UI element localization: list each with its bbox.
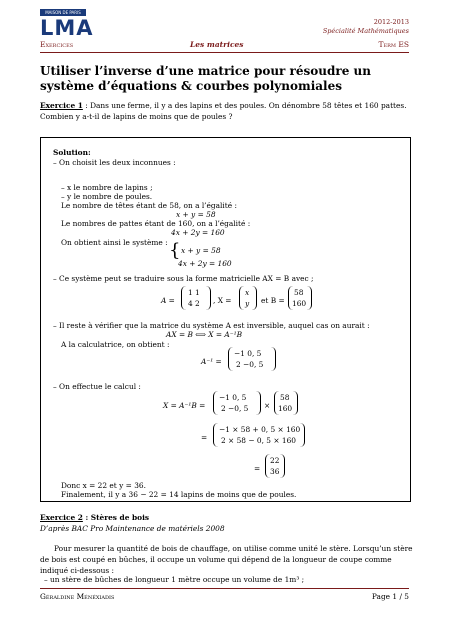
system-eq-1: x + y = 58	[181, 246, 221, 255]
exercise-2-source: D’après BAC Pro Maintenance de matériels 2008	[40, 524, 225, 533]
solution-line: – Il reste à vérifier que la matrice du système A est inversible, auquel cas on aurait :	[53, 321, 370, 330]
solution-line: A la calculatrice, on obtient :	[61, 340, 170, 349]
header-left: Exercices	[40, 40, 74, 49]
matrix-row: 2 × 58 − 0, 5 × 160	[221, 436, 296, 445]
matrix-row: −1 × 58 + 0, 5 × 160	[219, 425, 301, 434]
matrix-row: −1 0, 5	[219, 393, 247, 402]
matrix-x	[239, 286, 257, 310]
matrix-row: 36	[270, 467, 280, 476]
system-brace: {	[169, 240, 181, 261]
exercise-2-item: – un stère de bûches de longueur 1 mètre occupe un volume de 1m³ ;	[44, 575, 305, 584]
logo-banner: MAISON DE PARIS	[40, 9, 86, 16]
matrix-a	[181, 286, 211, 310]
equation: x + y = 58	[176, 210, 216, 219]
solution-box	[40, 137, 411, 502]
exercise-1-text: : Dans une ferme, il y a des lapins et des poules. On dénombre 58 têtes et 160 pattes. Combien y a-t-il de lapins de moins que de poules ?	[40, 101, 407, 121]
page-title: Utiliser l’inverse d’une matrice pour résoudre un système d’équations & courbes polynomiales	[40, 64, 371, 93]
page-number: Page 1 / 5	[371, 592, 409, 601]
school-year: 2012-2013	[373, 18, 409, 26]
matrix-row: 2 −0, 5	[236, 360, 264, 369]
equation: 4x + 2y = 160	[171, 228, 225, 237]
solution-line: – y le nombre de poules.	[61, 192, 153, 201]
matrix-a-label: A =	[161, 296, 175, 305]
matrix-x-label: , X =	[213, 296, 232, 305]
header-info	[323, 18, 409, 36]
equals-sign: =	[254, 464, 261, 473]
matrix-row: x	[245, 288, 250, 297]
solution-line: – On choisit les deux inconnues :	[53, 158, 176, 167]
footer-divider	[40, 588, 409, 589]
matrix-row: 160	[292, 299, 307, 308]
solution-line: – Ce système peut se traduire sous la forme matricielle AX = B avec ;	[53, 274, 314, 283]
calc-matrix	[213, 391, 261, 415]
matrix-row: 58	[294, 288, 304, 297]
equals-sign: =	[201, 433, 208, 442]
matrix-row: 2 −0, 5	[221, 404, 249, 413]
exercise-1	[40, 100, 413, 122]
system-eq-2: 4x + 2y = 160	[178, 259, 232, 268]
matrix-row: −1 0, 5	[234, 349, 262, 358]
equation: AX = B ⟺ X = A⁻¹B	[166, 330, 242, 339]
solution-heading: Solution:	[53, 148, 91, 157]
matrix-row: 4 2	[188, 299, 200, 308]
solution-line: Le nombre de têtes étant de 58, on a l’égalité :	[61, 201, 237, 210]
solution-line: – x le nombre de lapins ;	[61, 183, 153, 192]
matrix-a-inverse	[228, 347, 276, 371]
matrix-row: 58	[280, 393, 290, 402]
footer-author: Géraldine Ménéxiadis	[40, 592, 115, 601]
logo-text: LMA	[40, 16, 94, 40]
subject: Spécialité Mathématiques	[322, 27, 409, 35]
exercise-1-label: Exercice 1	[40, 101, 83, 110]
calc-vector	[274, 391, 298, 415]
times-sign: ×	[264, 401, 271, 410]
school-logo	[40, 9, 94, 42]
solution-line: Donc x = 22 et y = 36.	[61, 481, 146, 490]
solution-line: Finalement, il y a 36 − 22 = 14 lapins de moins que de poules.	[61, 490, 297, 499]
solution-line: On obtient ainsi le système :	[61, 238, 168, 247]
result-vector	[265, 454, 285, 478]
calc-step-2	[213, 423, 305, 447]
calc-label: X = A⁻¹B =	[163, 401, 206, 410]
header-divider	[40, 52, 409, 53]
inverse-label: A⁻¹ =	[201, 357, 222, 366]
matrix-row: y	[245, 299, 250, 308]
exercise-2-label: Exercice 2	[40, 513, 83, 522]
solution-line: – On effectue le calcul :	[53, 382, 141, 391]
matrix-row: 22	[270, 456, 280, 465]
solution-line: Le nombres de pattes étant de 160, on a l’égalité :	[61, 219, 251, 228]
exercise-2-title: : Stères de bois	[82, 513, 150, 522]
header-row	[40, 40, 409, 52]
header-center: Les matrices	[190, 40, 244, 49]
header-right: Term ES	[378, 40, 409, 49]
matrix-b-label: et B =	[261, 296, 285, 305]
matrix-b	[288, 286, 312, 310]
matrix-row: 160	[278, 404, 293, 413]
exercise-2-paragraph: Pour mesurer la quantité de bois de chauffage, on utilise comme unité le stère. Lorsqu’un stère de bois est coupé en bûches, il occupe un volume qui dépend de la longueur de coupe comme indiqué ci-dessous :	[40, 544, 413, 575]
matrix-row: 1 1	[188, 288, 200, 297]
exercise-2	[40, 512, 413, 523]
